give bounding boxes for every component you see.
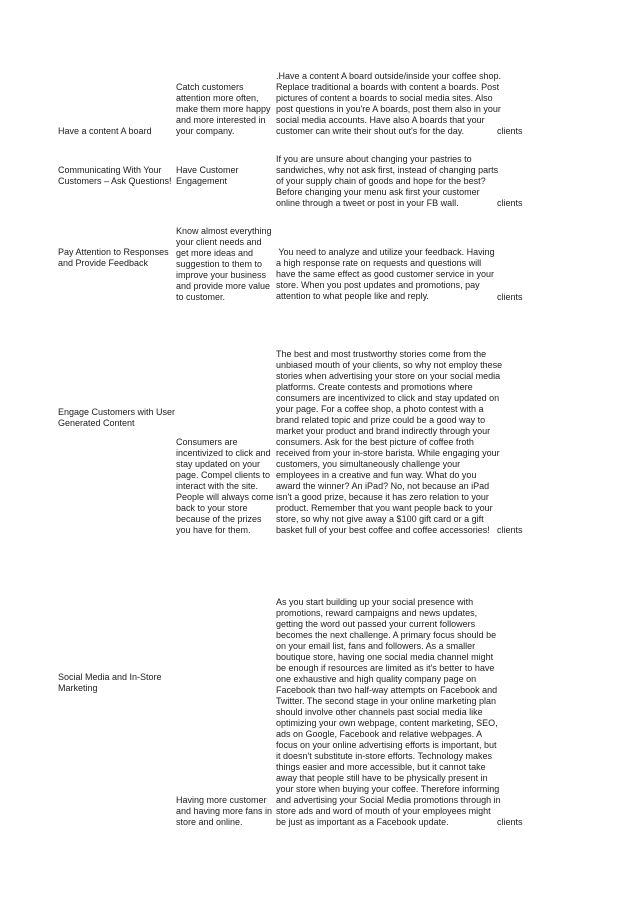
benefit-text: Know almost everything your client needs and get more ideas and suggestion to them to improve your business and provide more value to customer.	[176, 226, 272, 302]
strategy-title: Engage Customers with User Generated Content	[58, 407, 176, 428]
description-text: As you start building up your social presence with promotions, reward campaigns and news updates, getting the word out passed your current followers becomes the next challenge. A primary focus should be on your email list, fans and followers. As a smaller boutique store, having one social media channel might be enough if resources are limited as it's better to have one exhaustive and high quality company page on Facebook than two half-way attempts on Facebook and Twitter. The second stage in your online marketing plan should involve other channels past social media like optimizing your own webpage, content marketing, SEO, ads on Google, Facebook and relative webpages. A focus on your online advertising efforts is important, but it doesn't substitute in-store efforts. Technology makes things easier and more accessible, but it cannot take away that people still have to be physically present in your store when buying your coffee. Therefore informing and advertising your Social Media promotions through in store ads and word of mouth of your employees might be just as important as a Facebook update.	[276, 597, 501, 827]
description-text: You need to analyze and utilize your feedback. Having a high response rate on requests and questions will have the same effect as good customer service in your store. When you post updates and promotions, pay attention to what people like and reply.	[276, 247, 495, 301]
audience-label: clients	[497, 126, 523, 136]
audience-label: clients	[497, 525, 523, 535]
strategy-title: Social Media and In-Store Marketing	[58, 672, 162, 693]
description-text: .Have a content A board outside/inside your coffee shop. Replace traditional a boards with content a boards. Post pictures of content a boards to social media sites. Also post questions in you're A boards, post them also in your social media accounts. Have also A boards that your customer can write their shout out's for the day.	[276, 71, 501, 136]
description-text: The best and most trustworthy stories come from the unbiased mouth of your clients, so why not employ these stories when advertising your store on your social media platforms. Create contests and promotions where consumers are incentivized to click and stay updated on your page. For a coffee shop, a photo contest with a brand related topic and prize could be a good way to market your product and brand indirectly through your consumers. Ask for the best picture of coffee froth received from your in-store barista. While engaging your customers, you simultaneously challenge your employees in a creative and fun way. What do you award the winner? An iPad? No, not because an iPad isn't a good prize, because it has zero relation to your product. Remember that you want people back to your store, so why not give away a $100 gift card or a gift basket full of your best coffee and coffee accessories!	[276, 349, 503, 535]
benefit-text: Catch customers attention more often, make them more happy and more interested in your company.	[176, 82, 271, 136]
audience-label: clients	[497, 198, 523, 208]
audience-label: clients	[497, 817, 523, 827]
benefit-text: Have Customer Engagement	[176, 165, 239, 186]
benefit-text: Having more customer and having more fans in store and online.	[176, 795, 273, 827]
strategy-title: Have a content A board	[58, 126, 152, 136]
strategy-title: Pay Attention to Responses and Provide Feedback	[58, 247, 169, 268]
benefit-text: Consumers are incentivized to click and stay updated on your page. Compel clients to interact with the site. People will always come back to your store because of the prizes you have for them.	[176, 437, 274, 535]
description-text: If you are unsure about changing your pastries to sandwiches, why not ask first, instead of changing parts of your supply chain of goods and hope for the best? Before changing your menu ask first your customer online through a tweet or post in your FB wall.	[276, 154, 499, 208]
strategy-title: Communicating With Your Customers – Ask Questions!	[58, 165, 172, 186]
audience-label: clients	[497, 292, 523, 302]
